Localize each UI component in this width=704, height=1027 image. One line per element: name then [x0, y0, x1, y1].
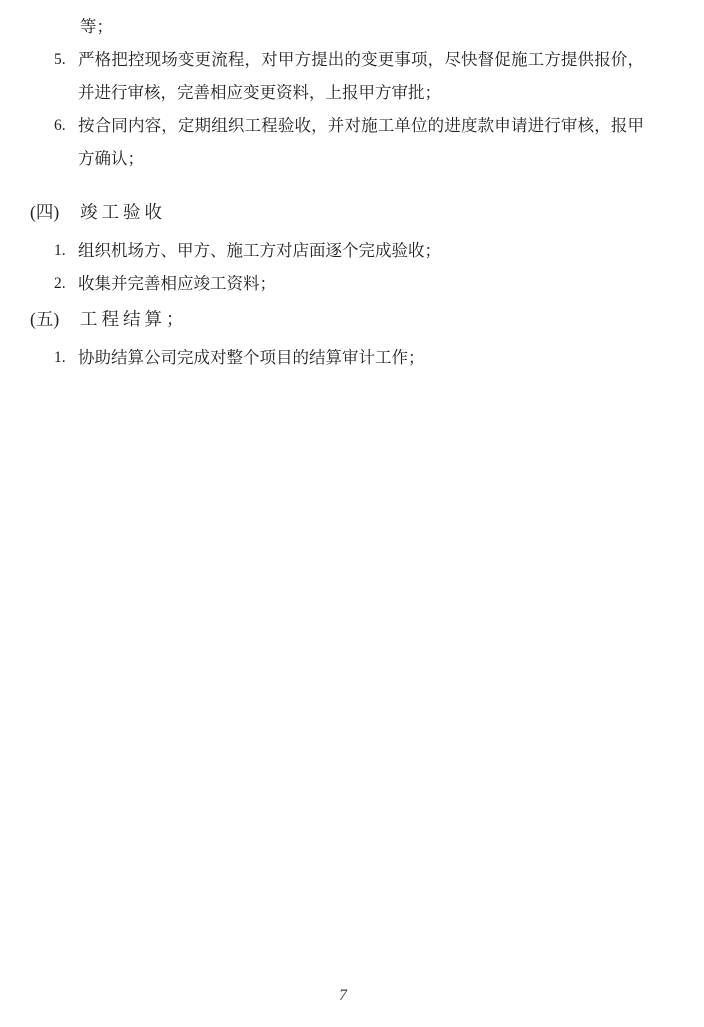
section-4-items	[30, 234, 646, 300]
list-item-6-number: 6.	[54, 117, 66, 134]
section-5-item-1-text: 协助结算公司完成对整个项目的结算审计工作；	[78, 348, 425, 367]
section-4-item-1	[54, 234, 646, 267]
list-item-5-text: 严格把控现场变更流程，对甲方提出的变更事项，尽快督促施工方提供报价，并进行审核，完善相应变更资料，上报甲方审批；	[78, 50, 644, 102]
section-heading-4-title: 竣工验收	[80, 202, 166, 222]
list-item-5	[54, 43, 646, 109]
page-number: 7	[339, 987, 347, 1004]
section-4-item-2-text: 收集并完善相应竣工资料；	[78, 274, 276, 293]
section-heading-4	[30, 195, 646, 229]
section-heading-5-label: (五)	[30, 309, 60, 329]
section-4-item-2	[54, 267, 646, 300]
section-5-item-1-number: 1.	[54, 349, 66, 366]
list-item-6-text: 按合同内容，定期组织工程验收，并对施工单位的进度款申请进行审核，报甲方确认；	[78, 116, 644, 168]
list-item-5-number: 5.	[54, 51, 66, 68]
section-4-item-1-text: 组织机场方、甲方、施工方对店面逐个完成验收；	[78, 241, 441, 260]
section-heading-5	[30, 302, 646, 336]
section-4-item-1-number: 1.	[54, 242, 66, 259]
continuation-text: 等；	[80, 17, 113, 36]
section-4-item-2-number: 2.	[54, 275, 66, 292]
document-content	[30, 10, 646, 374]
section-heading-4-label: (四)	[30, 202, 60, 222]
section-5-item-1	[54, 341, 646, 374]
list-item-6	[54, 109, 646, 175]
section-heading-5-title: 工程结算；	[80, 309, 188, 329]
section-5-items	[30, 341, 646, 374]
